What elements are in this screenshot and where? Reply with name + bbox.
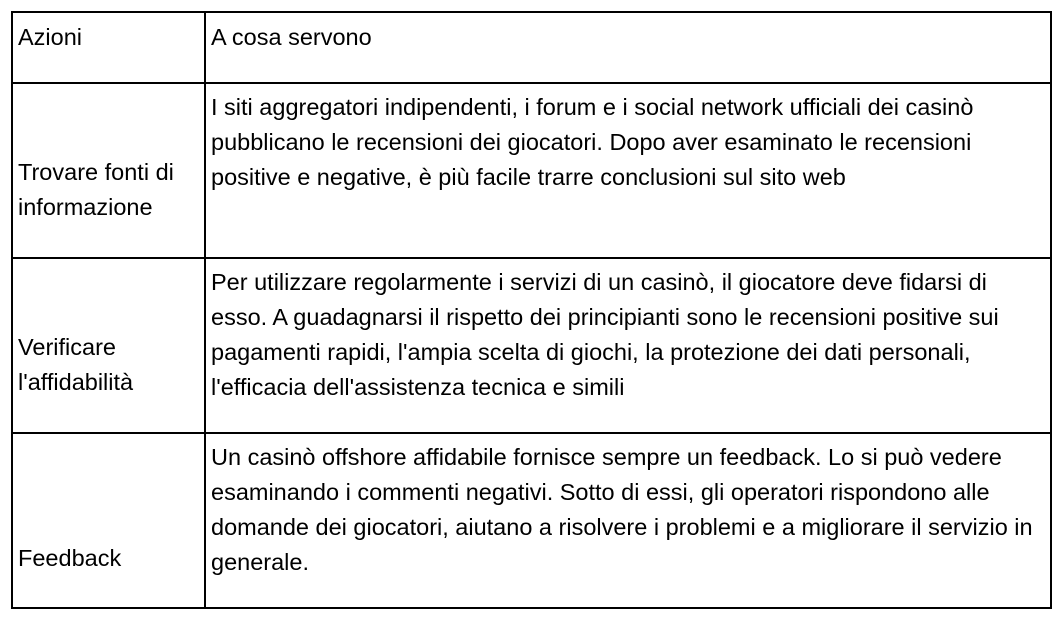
row-description-cell: Un casinò offshore affidabile fornisce sempre un feedback. Lo si può vedere esaminando i commenti negativi. Sotto di essi, gli operatori rispondono alle domande dei giocatori, aiutano a risolvere i problemi e a migliorare il servizio in generale. xyxy=(205,433,1051,608)
row-action-cell: Trovare fonti di informazione xyxy=(12,83,205,258)
header-actions: Azioni xyxy=(12,12,205,83)
row-description-cell: I siti aggregatori indipendenti, i forum e i social network ufficiali dei casinò pubblicano le recensioni dei giocatori. Dopo aver esaminato le recensioni positive e negative, è più facile trarre conclusioni sul sito web xyxy=(205,83,1051,258)
row-action-cell: Verificare l'affidabilità xyxy=(12,258,205,433)
actions-table xyxy=(11,11,1052,609)
table-header-row xyxy=(12,12,1051,83)
row-action-cell: Feedback xyxy=(12,433,205,608)
table-row xyxy=(12,258,1051,433)
table-row xyxy=(12,433,1051,608)
table-row xyxy=(12,83,1051,258)
row-description-cell: Per utilizzare regolarmente i servizi di un casinò, il giocatore deve fidarsi di esso. A guadagnarsi il rispetto dei principianti sono le recensioni positive sui pagamenti rapidi, l'ampia scelta di giochi, la protezione dei dati personali, l'efficacia dell'assistenza tecnica e simili xyxy=(205,258,1051,433)
header-purpose: A cosa servono xyxy=(205,12,1051,83)
